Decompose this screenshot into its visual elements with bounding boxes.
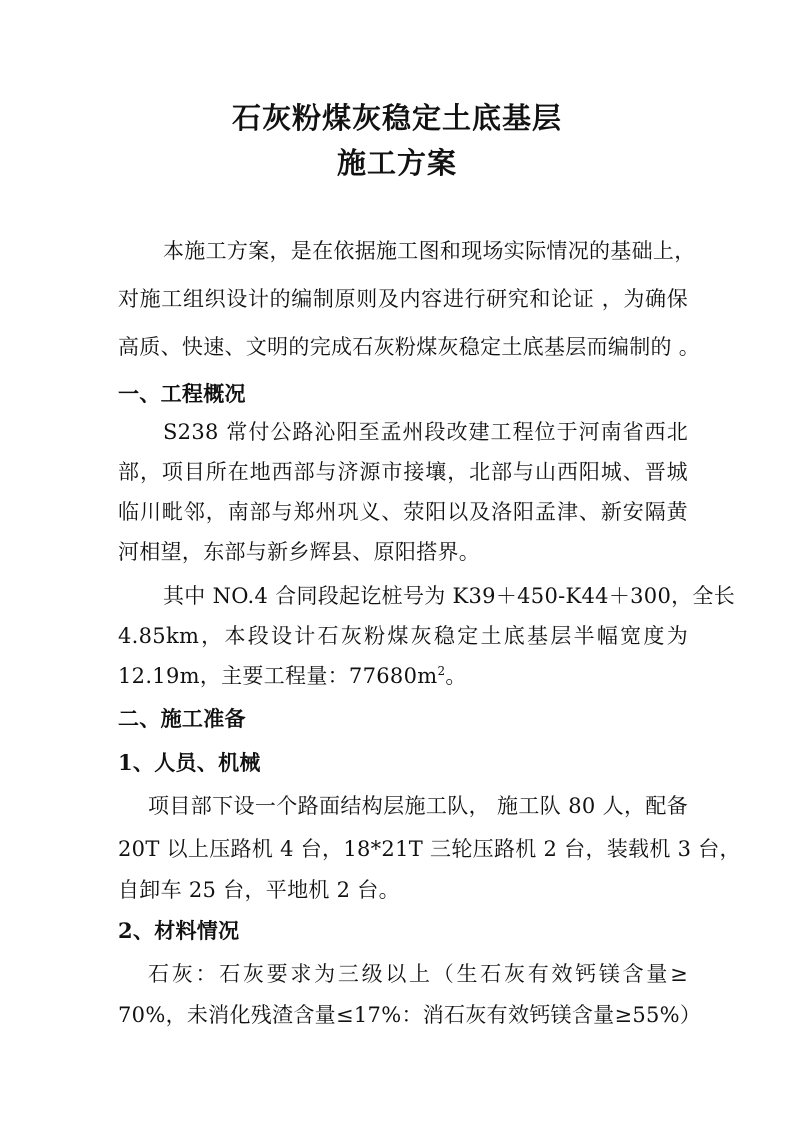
paragraph-line: 河相望，东部与新乡辉县、原阳搭界。 — [118, 540, 481, 564]
document-title: 石灰粉煤灰稳定土底基层 — [231, 101, 562, 135]
section-heading: 一、工程概况 — [118, 381, 246, 406]
quantity-text: 12.19m，主要工程量：77680m — [118, 664, 438, 688]
paragraph-line: 70%，未消化残渣含量≤17%：消石灰有效钙镁含量≥55%） — [118, 1003, 702, 1027]
intro-line: 高质、快速、文明的完成石灰粉煤灰稳定土底基层而编制的 。 — [118, 335, 701, 359]
paragraph-line: 其中 NO.4 合同段起讫桩号为 K39＋450-K44＋300，全长 — [163, 584, 736, 608]
paragraph-line: 石灰：石灰要求为三级以上（生石灰有效钙镁含量≥ — [148, 962, 688, 986]
paragraph-line: 自卸车 25 台，平地机 2 台。 — [118, 878, 400, 902]
paragraph-line: 部，项目所在地西部与济源市接壤，北部与山西阳城、晋城 — [118, 460, 688, 484]
paragraph-line: 20T 以上压路机 4 台，18*21T 三轮压路机 2 台，装载机 3 台， — [118, 837, 741, 861]
sentence-end: 。 — [445, 664, 467, 688]
paragraph-line: S238 常付公路沁阳至孟州段改建工程位于河南省西北 — [163, 420, 688, 444]
intro-line: 本施工方案，是在依据施工图和现场实际情况的基础上， — [163, 239, 696, 263]
paragraph-line: 4.85km，本段设计石灰粉煤灰稳定土底基层半幅宽度为 — [118, 624, 688, 648]
paragraph-line: 临川毗邻，南部与郑州巩义、荥阳以及洛阳孟津、新安隔黄 — [118, 500, 688, 524]
paragraph-line: 项目部下设一个路面结构层施工队， 施工队 80 人，配备 — [148, 794, 688, 818]
document-subtitle: 施工方案 — [336, 146, 457, 180]
section-heading: 二、施工准备 — [118, 706, 246, 731]
unit-superscript: 2 — [437, 664, 446, 678]
intro-line: 对施工组织设计的编制原则及内容进行研究和论证 ，为确保 — [118, 287, 688, 311]
subsection-heading: 2、材料情况 — [118, 918, 240, 943]
subsection-heading: 1、人员、机械 — [118, 750, 261, 775]
paragraph-line — [118, 660, 688, 692]
